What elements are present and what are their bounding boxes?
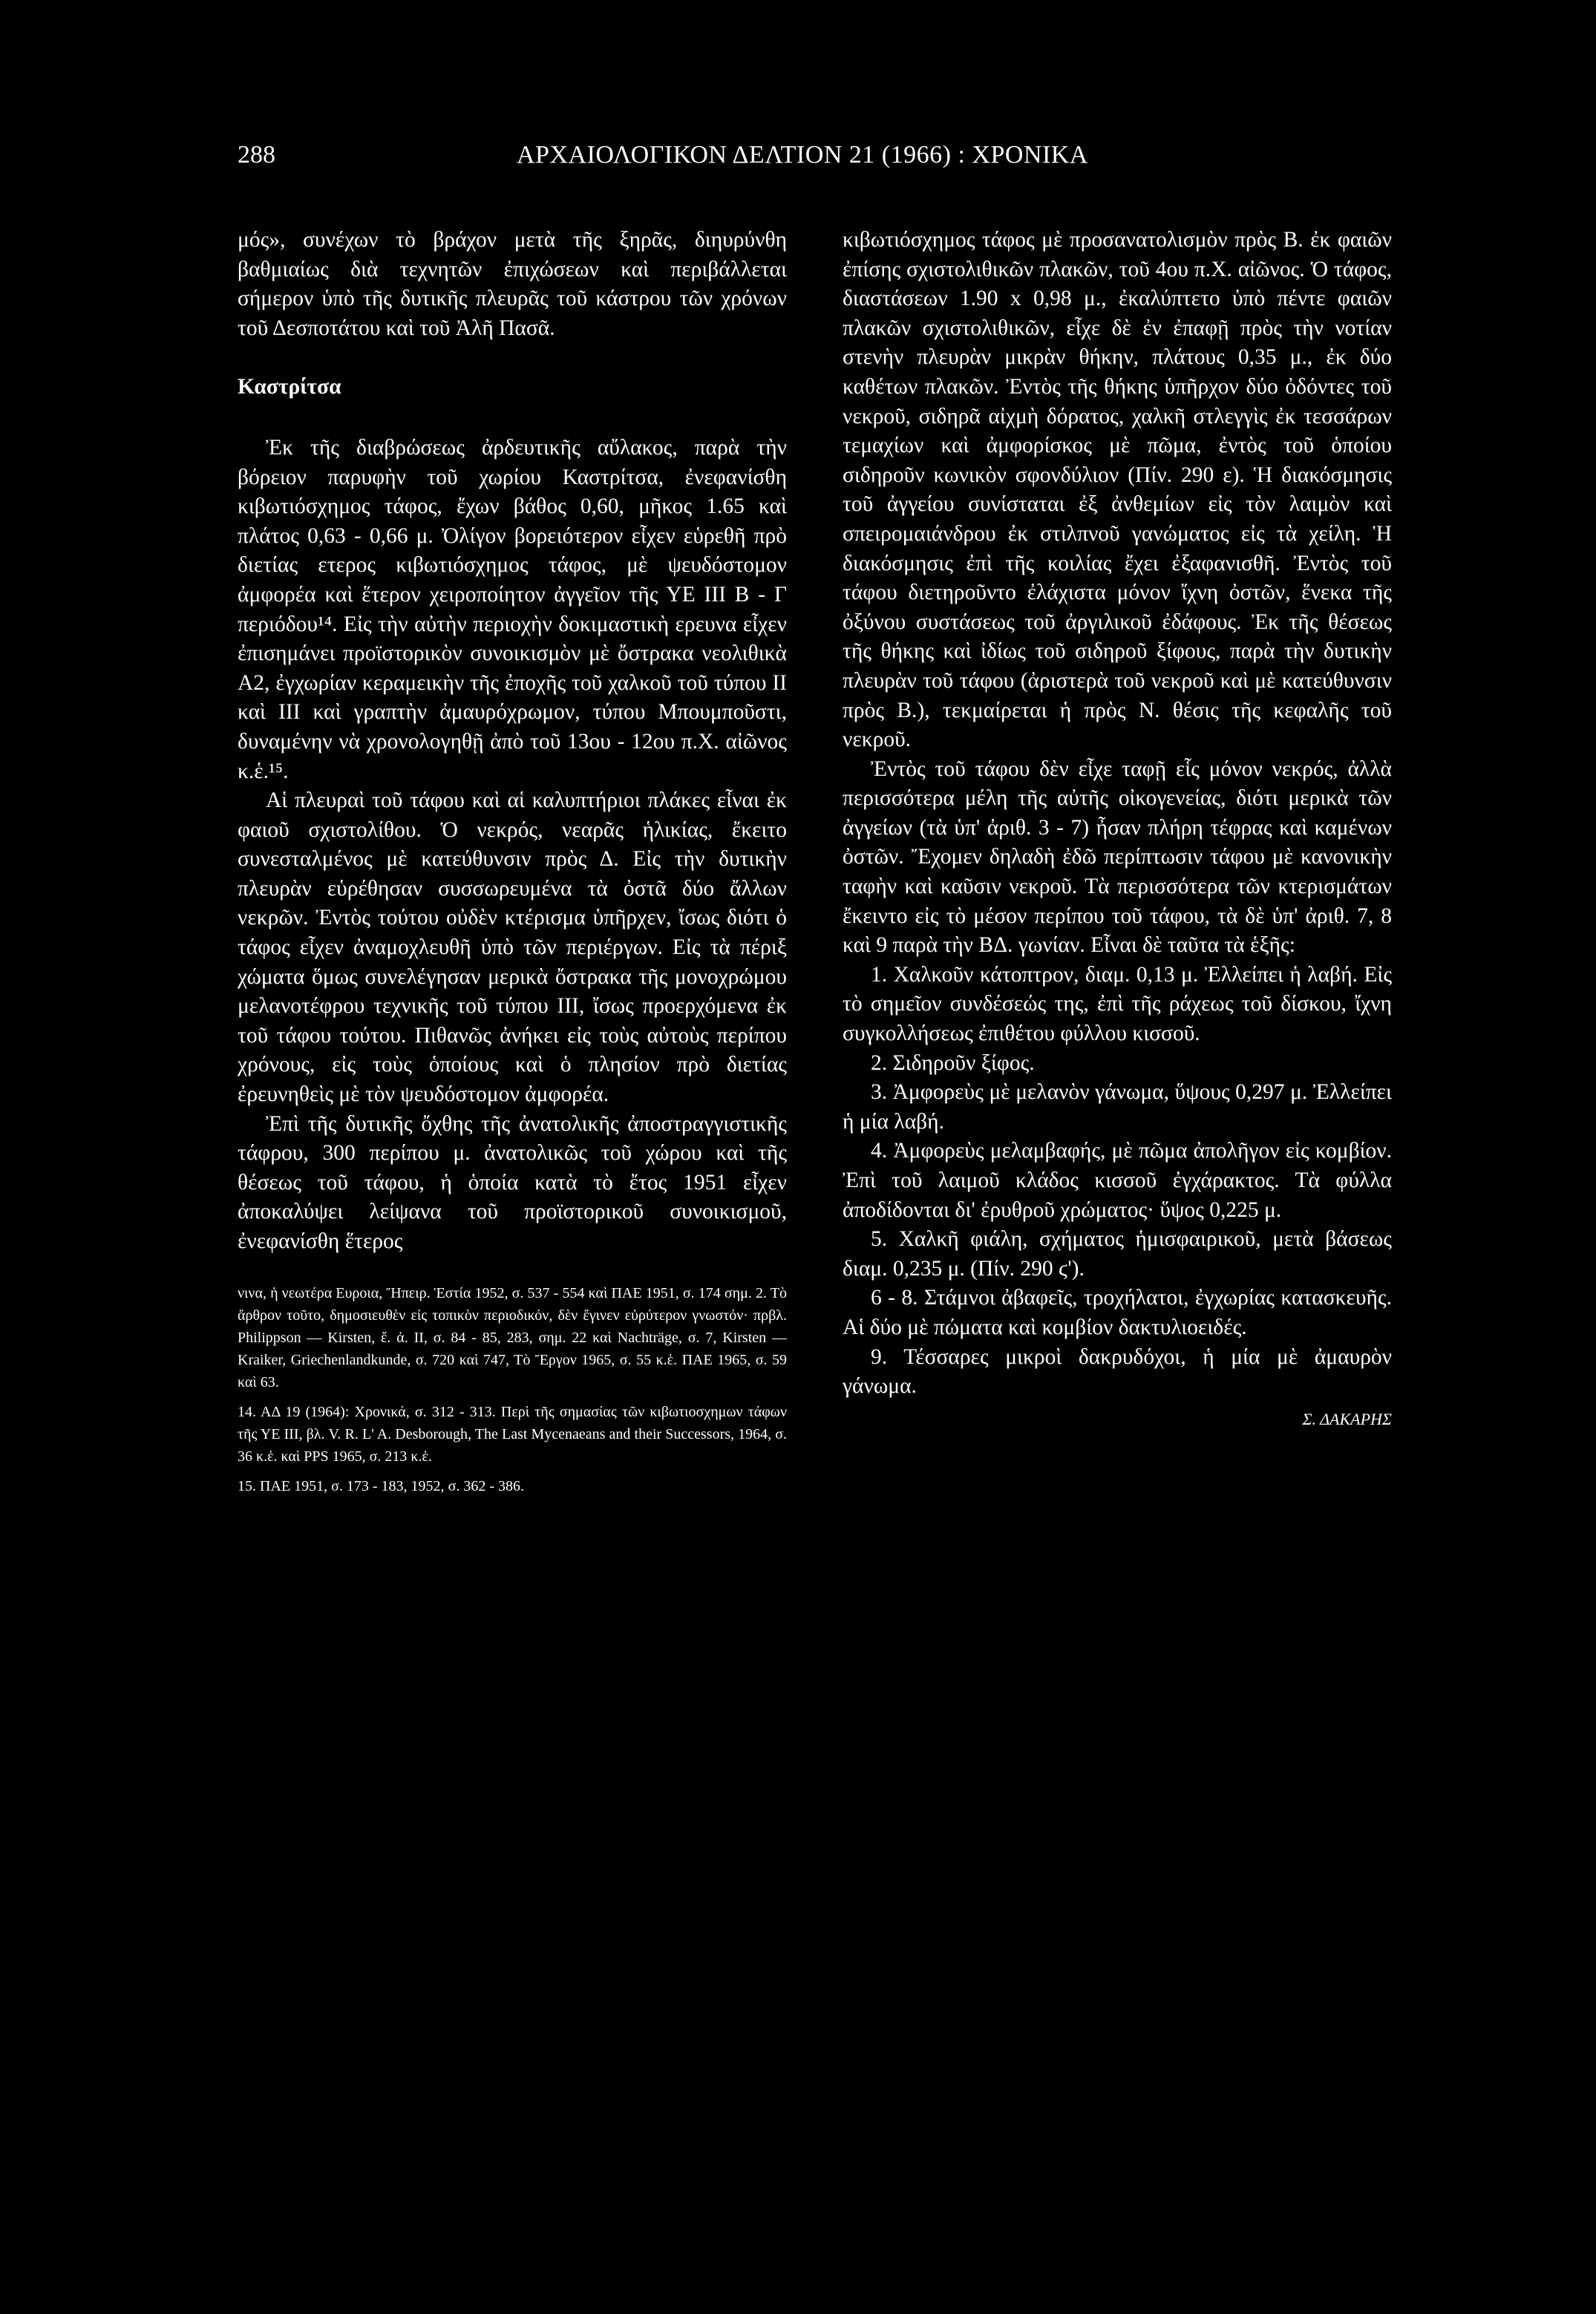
footnote-14: 14. ΑΔ 19 (1964): Χρονικά, σ. 312 - 313. Περὶ τῆς σημασίας τῶν κιβωτιοσχημων τάφων τῆς ΥΕ ΙΙΙ, βλ. V. R. L' A. Desborough, The Last Mycenaeans and their Successors, 1964, σ. 36 κ.ἑ. καὶ PPS 1965, σ. 213 κ.ἑ.	[238, 1403, 787, 1465]
footnotes	[238, 1282, 787, 1497]
list-item: 5. Χαλκῆ φιάλη, σχήματος ἡμισφαιρικοῦ, μετὰ βάσεως διαμ. 0,235 μ. (Πίν. 290 ϛ').	[843, 1227, 1392, 1281]
section-heading: Καστρίτσα	[238, 375, 341, 399]
list-item: 2. Σιδηροῦν ξίφος.	[871, 1050, 1035, 1075]
footnote-continuation: νινα, ἡ νεωτέρα Ευροια, Ἤπειρ. Ἑστία 1952, σ. 537 - 554 καὶ ΠΑΕ 1951, σ. 174 σημ. 2. Τὸ ἄρθρον τοῦτο, δημοσιευθὲν εἰς τοπικὸν περιοδικόν, δὲν ἔγινεν εὐρύτερον γνωστόν· πρβλ. Philippson — Kirsten, ἔ. ἀ. ΙΙ, σ. 84 - 85, 283, σημ. 22 καὶ Nachträge, σ. 7, Kirsten — Kraiker, Griechenlandkunde, σ. 720 καὶ 747, Τὸ Ἔργον 1965, σ. 55 κ.ἑ. ΠΑΕ 1965, σ. 59 καὶ 63.	[238, 1284, 787, 1390]
list-item: 4. Ἀμφορεὺς μελαμβαφής, μὲ πῶμα ἀπολῆγον εἰς κομβίον. Ἐπὶ τοῦ λαιμοῦ κλάδος κισσοῦ ἐγχάρακτος. Τὰ φύλλα ἀποδίδονται δι' ἐρυθροῦ χρώματος· ὕψος 0,225 μ.	[843, 1139, 1392, 1222]
footnote-15: 15. ΠΑΕ 1951, σ. 173 - 183, 1952, σ. 362 - 386.	[238, 1477, 524, 1494]
list-item: 3. Ἀμφορεὺς μὲ μελανὸν γάνωμα, ὕψους 0,297 μ. Ἐλλείπει ἡ μία λαβή.	[843, 1080, 1392, 1134]
paragraph: μός», συνέχων τὸ βράχον μετὰ τῆς ξηρᾶς, διηυρύνθη βαθμιαίως διὰ τεχνητῶν ἐπιχώσεων καὶ περιβάλλεται σήμερον ὑπὸ τῆς δυτικῆς πλευρᾶς τοῦ κάστρου τῶν χρόνων τοῦ Δεσποτάτου καὶ τοῦ Ἀλῆ Πασᾶ.	[238, 228, 787, 340]
paragraph: Αἱ πλευραὶ τοῦ τάφου καὶ αἱ καλυπτήριοι πλάκες εἶναι ἐκ φαιοῦ σχιστολίθου. Ὁ νεκρός, νεαρᾶς ἡλικίας, ἔκειτο συνεσταλμένος μὲ κατεύθυνσιν πρὸς Δ. Εἰς τὴν δυτικὴν πλευρὰν εὑρέθησαν συσσωρευμένα τὰ ὀστᾶ δύο ἄλλων νεκρῶν. Ἐντὸς τούτου οὐδὲν κτέρισμα ὑπῆρχεν, ἴσως διότι ὁ τάφος εἶχεν ἀναμοχλευθῆ ὑπὸ τῶν περιέργων. Εἰς τὰ πέριξ χώματα ὅμως συνελέγησαν μερικὰ ὄστρακα τῆς μονοχρώμου μελανοτέφρου τεχνικῆς τοῦ τύπου ΙΙΙ, ἴσως προερχόμενα ἐκ τοῦ τάφου τούτου. Πιθανῶς ἀνήκει εἰς τοὺς αὐτοὺς περίπου χρόνους, εἰς τοὺς ὁποίους καὶ ὁ πλησίον πρὸ διετίας ἐρευνηθεὶς μὲ τὸν ψευδόστομον ἀμφορέα.	[238, 788, 787, 1107]
running-title: ΑΡΧΑΙΟΛΟΓΙΚΟΝ ΔΕΛΤΙΟΝ 21 (1966) : ΧΡΟΝΙΚΑ	[517, 141, 1088, 169]
left-column	[238, 226, 787, 1505]
list-item: 6 - 8. Στάμνοι ἀβαφεῖς, τροχήλατοι, ἐγχωρίας κατασκευῆς. Αἱ δύο μὲ πώματα καὶ κομβίον δακτυλιοειδές.	[843, 1286, 1392, 1339]
paragraph: Ἐντὸς τοῦ τάφου δὲν εἶχε ταφῇ εἷς μόνον νεκρός, ἀλλὰ περισσότερα μέλη τῆς αὐτῆς οἰκογενείας, διότι μερικὰ τῶν ἀγγείων (τὰ ὑπ' ἀριθ. 3 - 7) ἦσαν πλήρη τέφρας καὶ καμένων ὀστῶν. Ἔχομεν δηλαδὴ ἐδῶ περίπτωσιν τάφου μὲ κανονικὴν ταφὴν καὶ καῦσιν νεκροῦ. Τὰ περισσότερα τῶν κτερισμάτων ἔκειντο εἰς τὸ μέσον περίπου τοῦ τάφου, τὰ δὲ ὑπ' ἀριθ. 7, 8 καὶ 9 παρὰ τὴν ΒΔ. γωνίαν. Εἶναι δὲ ταῦτα τὰ ἑξῆς:	[843, 756, 1392, 958]
page-number: 288	[238, 141, 275, 169]
paragraph: κιβωτιόσχημος τάφος μὲ προσανατολισμὸν πρὸς Β. ἐκ φαιῶν ἐπίσης σχιστολιθικῶν πλακῶν, τοῦ 4ου π.Χ. αἰῶνος. Ὁ τάφος, διαστάσεων 1.90 x 0,98 μ., ἐκαλύπτετο ὑπὸ πέντε φαιῶν πλακῶν σχιστολιθικῶν, εἶχε δὲ ἐν ἐπαφῇ πρὸς τὴν νοτίαν στενὴν πλευρὰν μικρὰν θήκην, πλάτους 0,35 μ., ἐκ δύο καθέτων πλακῶν. Ἐντὸς τῆς θήκης ὑπῆρχον δύο ὀδόντες τοῦ νεκροῦ, σιδηρᾶ αἰχμὴ δόρατος, χαλκῆ στλεγγὶς ἐκ τεσσάρων τεμαχίων καὶ ἀμφορίσκος μὲ πῶμα, ἐντὸς τοῦ ὁποίου σιδηροῦν κωνικὸν σφονδύλιον (Πίν. 290 ε). Ἡ διακόσμησις τοῦ ἀγγείου συνίσταται ἐξ ἀνθεμίων εἰς τὸν λαιμὸν καὶ σπειρομαιάνδρου ἐκ στιλπνοῦ γανώματος εἰς τὰ χείλη. Ἡ διακόσμησις ἐπὶ τῆς κοιλίας ἔχει ἐξαφανισθῆ. Ἐντὸς τοῦ τάφου διετηροῦντο ἐλάχιστα μόνον ἴχνη ὀστῶν, ἕνεκα τῆς ὀξύνου συστάσεως τοῦ ἀργιλικοῦ ἐδάφους. Ἐκ τῆς θέσεως τῆς θήκης καὶ ἰδίως τοῦ σιδηροῦ ξίφους, παρὰ τὴν δυτικὴν πλευρὰν τοῦ τάφου (ἀριστερὰ τοῦ νεκροῦ καὶ μὲ κατεύθυνσιν πρὸς Β.), τεκμαίρεται ἡ πρὸς Ν. θέσις τῆς κεφαλῆς τοῦ νεκροῦ.	[843, 228, 1392, 752]
list-item: 9. Τέσσαρες μικροὶ δακρυδόχοι, ἡ μία μὲ ἀμαυρὸν γάνωμα.	[843, 1344, 1392, 1399]
page-header	[238, 141, 1396, 178]
paragraph: Ἐκ τῆς διαβρώσεως ἀρδευτικῆς αὔλακος, παρὰ τὴν βόρειον παρυφὴν τοῦ χωρίου Καστρίτσα, ἐνεφανίσθη κιβωτιόσχημος τάφος, ἔχων βάθος 0,60, μῆκος 1.65 καὶ πλάτος 0,63 - 0,66 μ. Ὀλίγον βορειότερον εἶχεν εὑρεθῆ πρὸ διετίας ετερος κιβωτιόσχημος τάφος, μὲ ψευδόστομον ἀμφορέα καὶ ἕτερον χειροποίητον ἀγγεῖον τῆς ΥΕ ΙΙΙ Β - Γ περιόδου¹⁴. Εἰς τὴν αὐτὴν περιοχὴν δοκιμαστικὴ ερευνα εἶχεν ἐπισημάνει προϊστορικὸν συνοικισμὸν μὲ ὄστρακα νεολιθικὰ Α2, ἐγχωρίαν κεραμεικὴν τῆς ἐποχῆς τοῦ χαλκοῦ τοῦ τύπου ΙΙ καὶ ΙΙΙ καὶ γραπτὴν ἀμαυρόχρωμον, τύπου Μπουμποῦστι, δυναμένην νὰ χρονολογηθῇ ἀπὸ τοῦ 13ου - 12ου π.Χ. αἰῶνος κ.ἑ.¹⁵.	[238, 435, 787, 783]
list-item: 1. Χαλκοῦν κάτοπτρον, διαμ. 0,13 μ. Ἐλλείπει ἡ λαβή. Εἰς τὸ σημεῖον συνδέσεώς της, ἐπὶ τῆς ράχεως τοῦ δίσκου, ἴχνη συγκολλήσεως ἐπιθέτου φύλλου κισσοῦ.	[843, 962, 1392, 1046]
author-signature: Σ. ΔΑΚΑΡΗΣ	[1302, 1409, 1392, 1428]
right-column	[843, 226, 1392, 1434]
paragraph: Ἐπὶ τῆς δυτικῆς ὄχθης τῆς ἀνατολικῆς ἀποστραγγιστικῆς τάφρου, 300 περίπου μ. ἀνατολικῶς τοῦ χώρου καὶ τῆς θέσεως τοῦ τάφου, ἡ ὁποία κατὰ τὸ ἔτος 1951 εἶχεν ἀποκαλύψει λείψανα τοῦ προϊστορικοῦ συνοικισμοῦ, ἐνεφανίσθη ἕτερος	[238, 1111, 787, 1253]
